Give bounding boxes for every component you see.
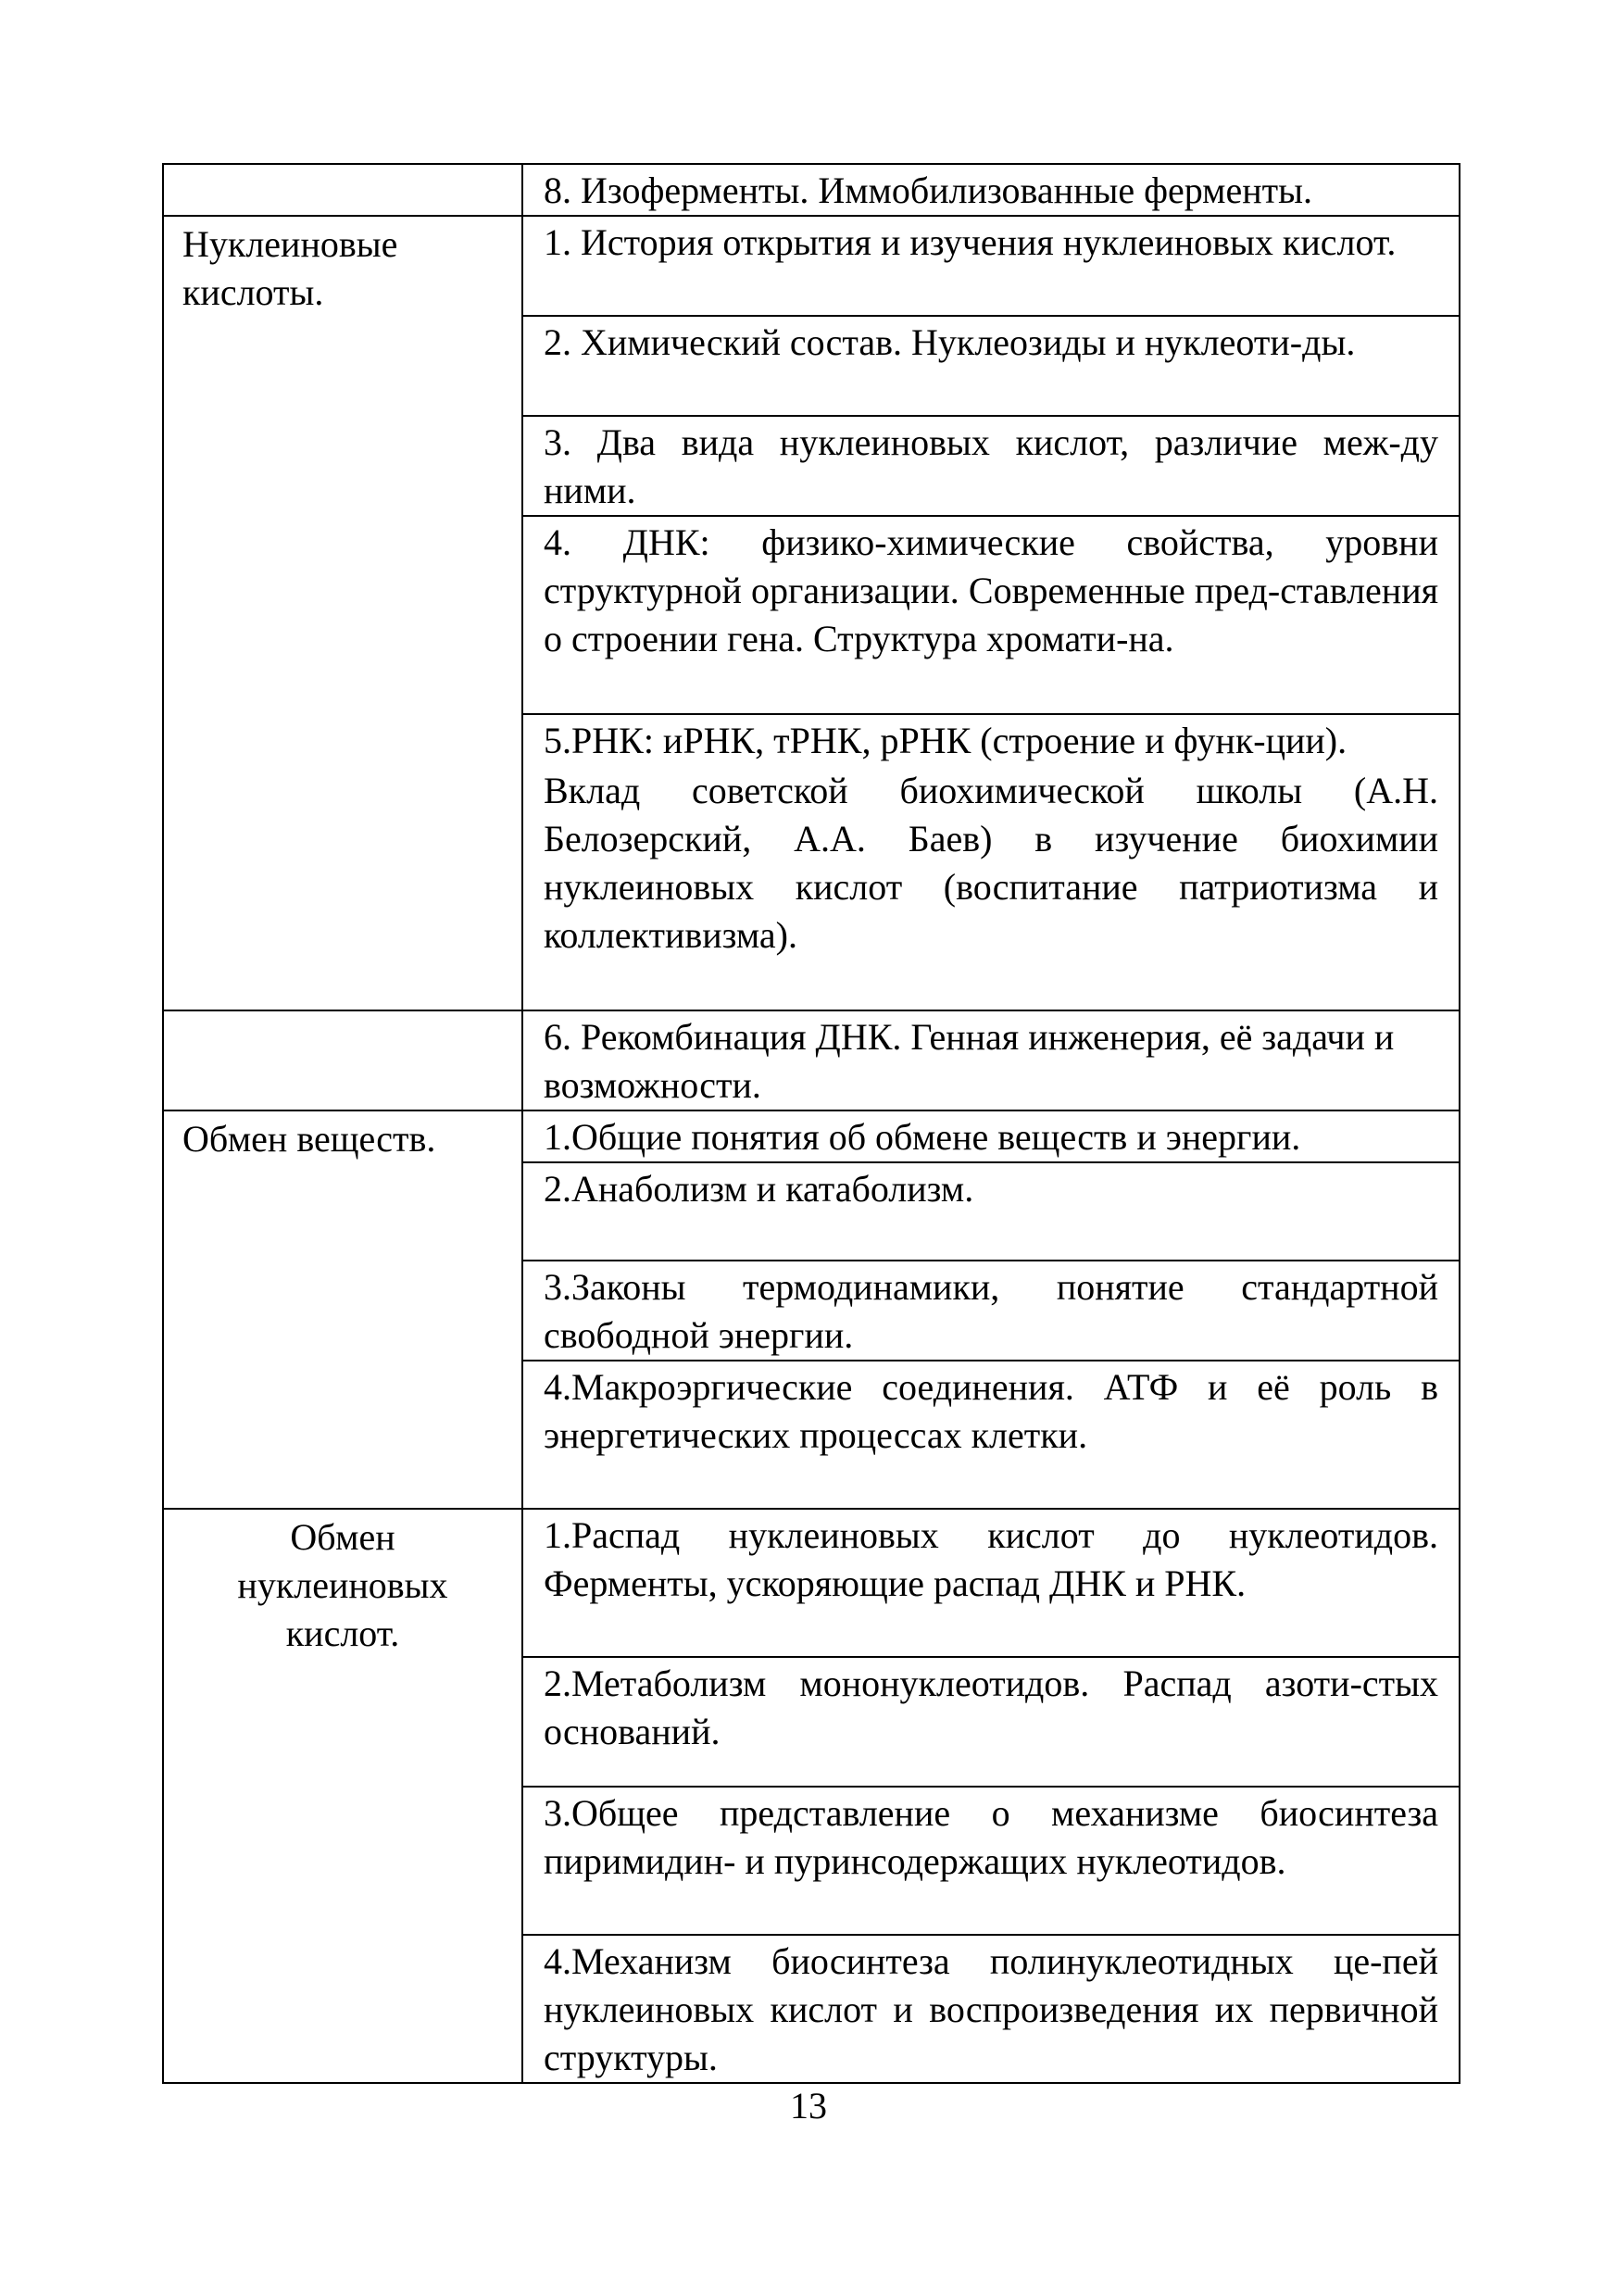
topic-text: Обмен нуклеиновых кислот. (237, 1516, 448, 1654)
item-cell (522, 714, 1460, 1010)
item-cell (522, 1010, 1460, 1110)
curriculum-table (162, 163, 1460, 2084)
item-text: 1. История открытия и изучения нуклеиновых кислот. (544, 221, 1397, 263)
item-cell (522, 316, 1460, 416)
table-row (163, 216, 1460, 316)
item-text: 8. Изоферменты. Иммобилизованные ферменты. (544, 169, 1312, 211)
topic-cell-nucleic-acid-metabolism (163, 1509, 522, 2083)
topic-cell-empty (163, 164, 522, 216)
topic-text: Обмен веществ. (182, 1118, 436, 1160)
item-text: 1.Общие понятия об обмене веществ и энергии. (544, 1116, 1301, 1158)
item-cell (522, 1110, 1460, 1162)
item-cell (522, 164, 1460, 216)
item-cell (522, 516, 1460, 714)
topic-cell-continued (163, 1010, 522, 1110)
item-cell (522, 1657, 1460, 1787)
item-cell (522, 1509, 1460, 1657)
topic-cell-nucleic-acids (163, 216, 522, 1010)
item-text: 5.РНК: иРНК, тРНК, рРНК (строение и функ-ции). (544, 720, 1348, 761)
item-text: 4.Макроэргические соединения. АТФ и её роль в энергетических процессах клетки. (544, 1366, 1438, 1456)
item-text: 1.Распад нуклеиновых кислот до нуклеотидов. Ферменты, ускоряющие распад ДНК и РНК. (544, 1514, 1438, 1604)
table-row (163, 1110, 1460, 1162)
item-text: 2.Метаболизм мононуклеотидов. Распад азоти-стых оснований. (544, 1662, 1438, 1752)
item-text: 2. Химический состав. Нуклеозиды и нуклеоти-ды. (544, 321, 1356, 363)
item-text: 6. Рекомбинация ДНК. Генная инженерия, её задачи и возможности. (544, 1016, 1395, 1106)
item-cell (522, 216, 1460, 316)
page-number: 13 (790, 2085, 827, 2127)
item-cell (522, 1935, 1460, 2083)
item-cell (522, 1787, 1460, 1935)
item-cell (522, 416, 1460, 516)
item-text: 2.Анаболизм и катаболизм. (544, 1168, 974, 1210)
topic-cell-metabolism (163, 1110, 522, 1509)
item-cell (522, 1162, 1460, 1261)
item-cell (522, 1261, 1460, 1361)
item-text: 3.Общее представление о механизме биосинтеза пиримидин- и пуринсодержащих нуклеотидов. (544, 1792, 1438, 1882)
table-row (163, 164, 1460, 216)
table-row (163, 1509, 1460, 1657)
item-text: 3. Два вида нуклеиновых кислот, различие меж-ду ними. (544, 421, 1438, 511)
item-text: 4.Механизм биосинтеза полинуклеотидных це-пей нуклеиновых кислот и воспроизведения их первичной структуры. (544, 1940, 1438, 2078)
item-text: 3.Законы термодинамики, понятие стандартной свободной энергии. (544, 1266, 1438, 1356)
item-cell (522, 1361, 1460, 1509)
topic-text: Нуклеиновые кислоты. (182, 223, 398, 313)
table-row (163, 1010, 1460, 1110)
item-text: Вклад советской биохимической школы (А.Н. Белозерский, А.А. Баев) в изучение биохимии нуклеиновых кислот (воспитание патриотизма и коллективизма). (544, 770, 1438, 956)
item-text: 4. ДНК: физико-химические свойства, уровни структурной организации. Современные пред-ставления о строении гена. Структура хромати-на. (544, 521, 1438, 659)
